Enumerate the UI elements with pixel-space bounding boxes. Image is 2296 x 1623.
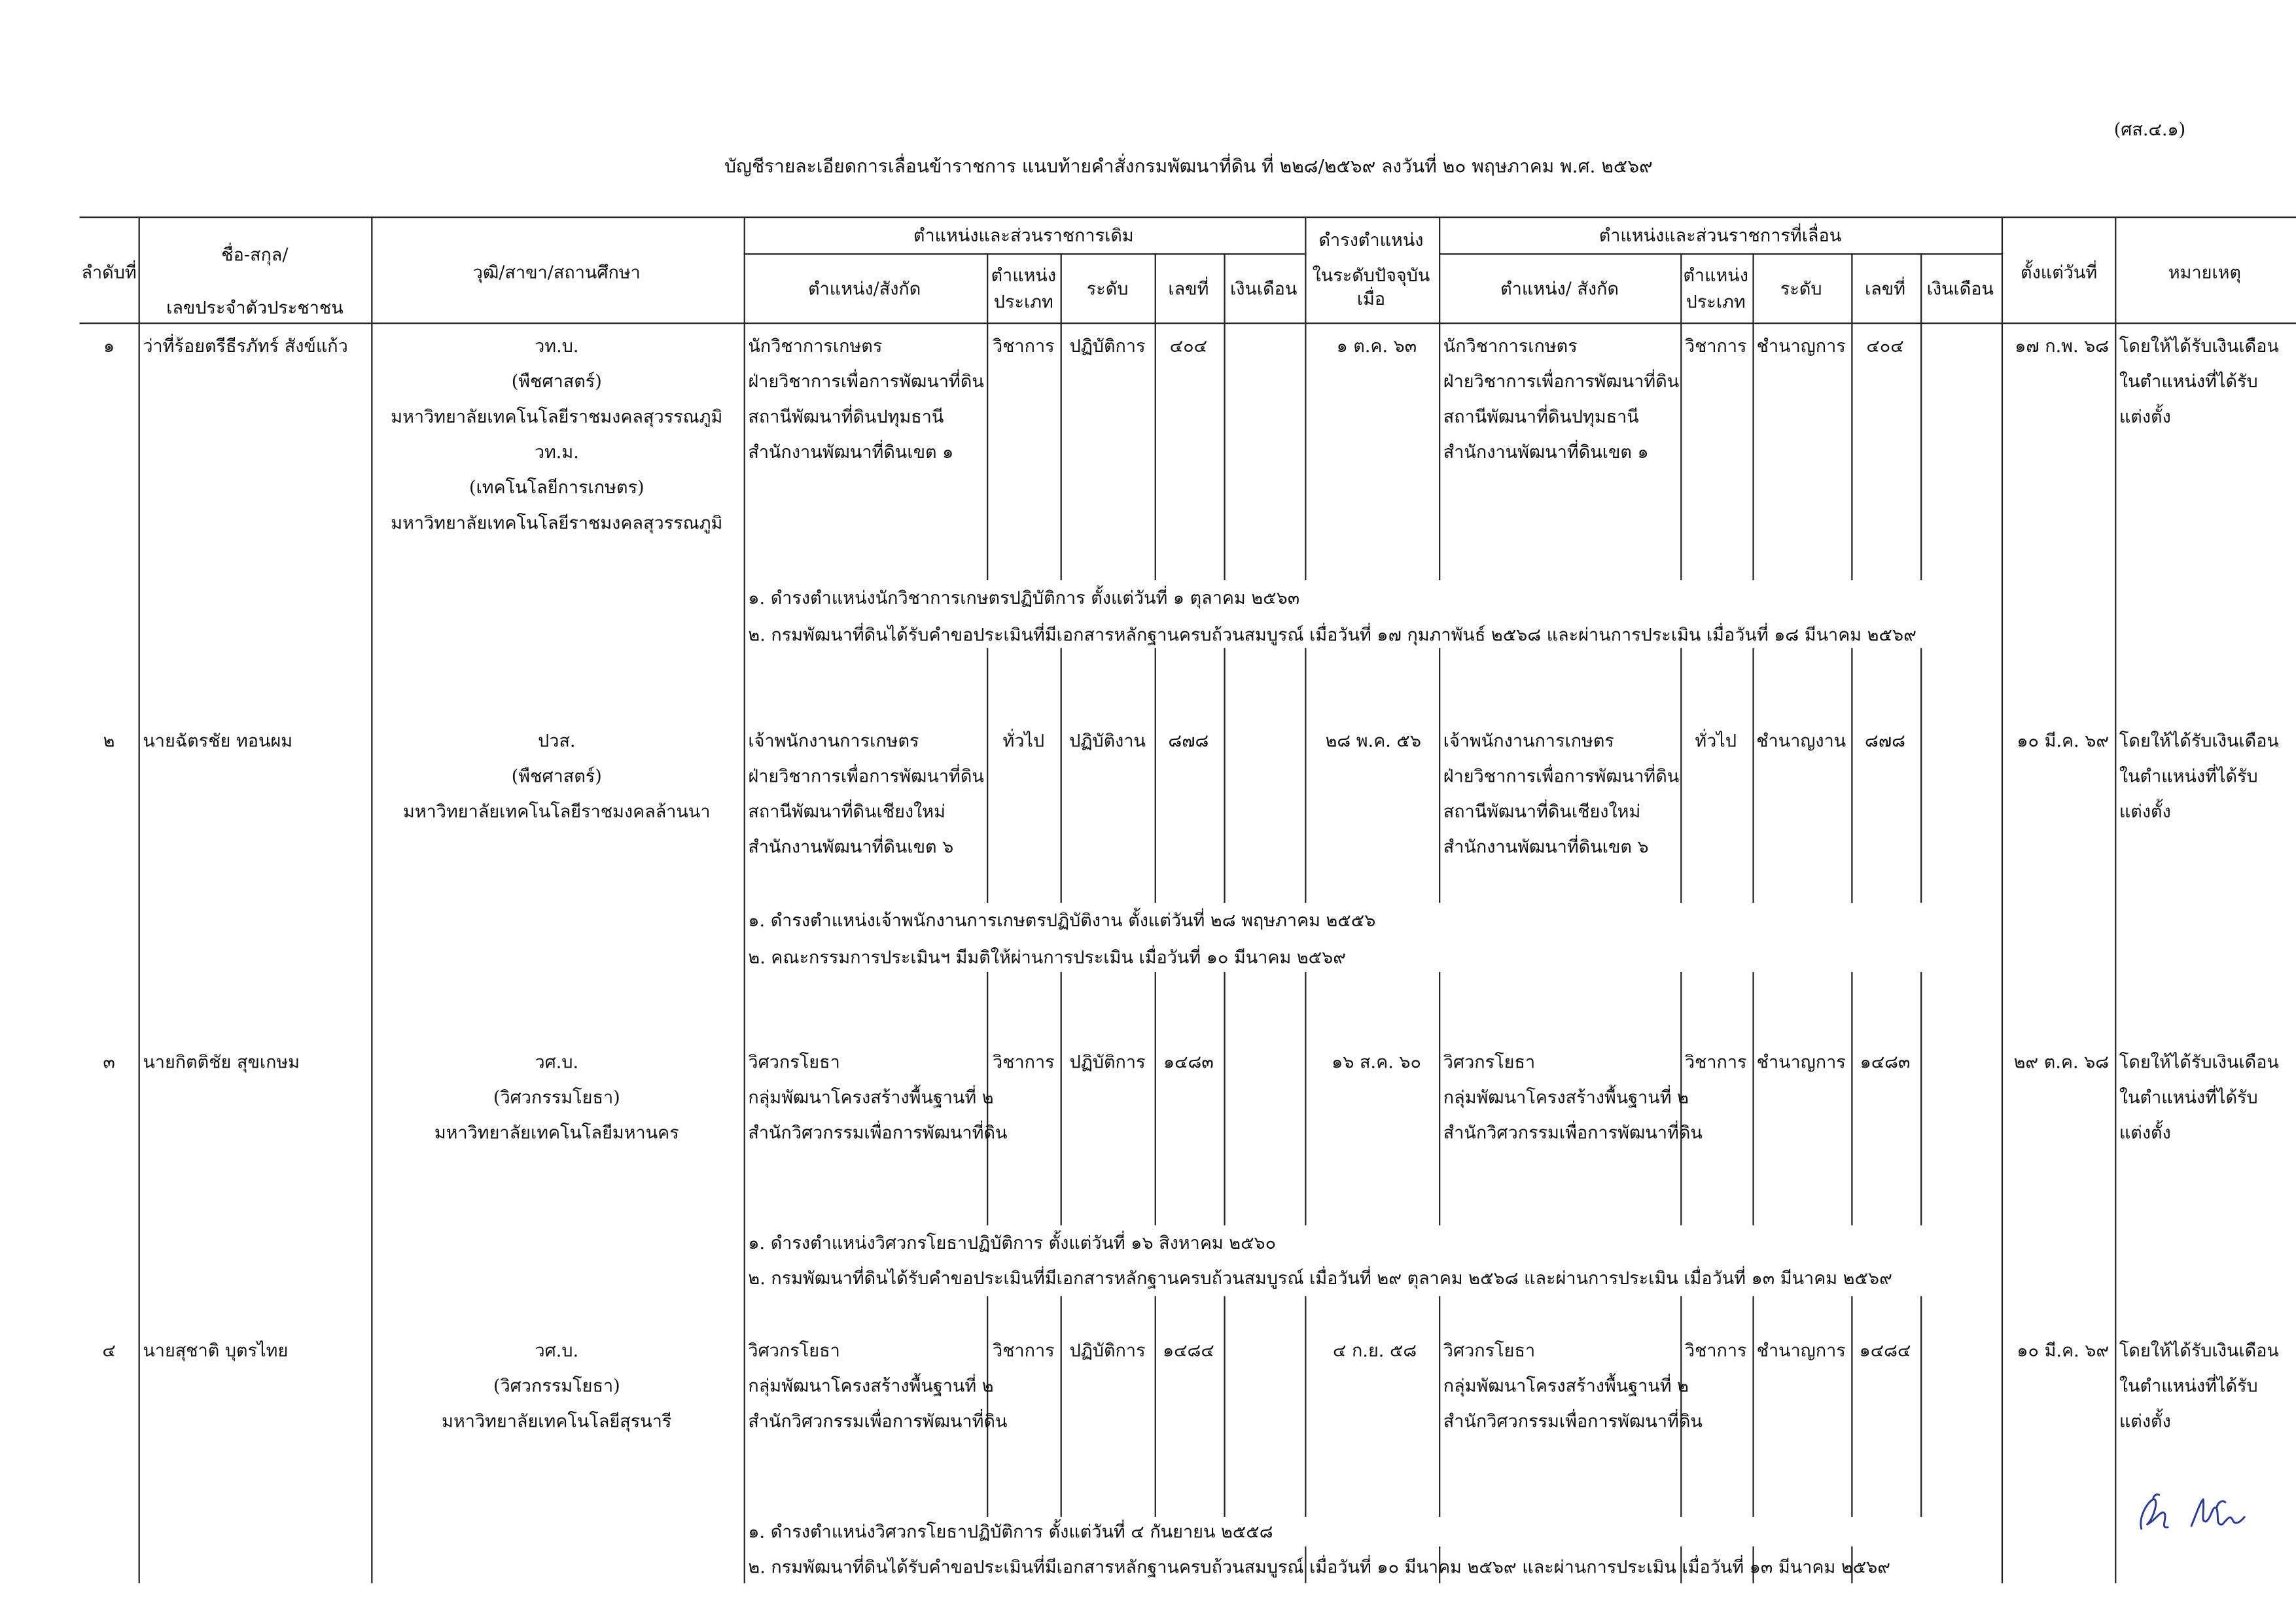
note-line: ๑. ดำรงตำแหน่งนักวิชาการเกษตรปฏิบัติการ ตั้งแต่วันที่ ๑ ตุลาคม ๒๕๖๓ <box>748 587 1300 608</box>
old-position-line: วิศวกรโยธา <box>748 1051 840 1073</box>
effective-date: ๒๙ ต.ค. ๖๘ <box>2013 1051 2110 1073</box>
new-position-line: ฝ่ายวิชาการเพื่อการพัฒนาที่ดิน <box>1443 371 1680 392</box>
new-position-line: สำนักงานพัฒนาที่ดินเขต ๖ <box>1443 836 1649 858</box>
new-position-line: สำนักวิศวกรรมเพื่อการพัฒนาที่ดิน <box>1443 1122 1703 1143</box>
header-held-level: ในระดับปัจจุบัน <box>1312 265 1430 286</box>
old-position-number: ๑๔๘๔ <box>1162 1340 1214 1361</box>
note-line: ๑. ดำรงตำแหน่งวิศวกรโยธาปฏิบัติการ ตั้งแต่วันที่ ๑๖ สิงหาคม ๒๕๖๐ <box>748 1232 1277 1253</box>
new-position-line: สำนักวิศวกรรมเพื่อการพัฒนาที่ดิน <box>1443 1410 1703 1432</box>
old-position-line: ฝ่ายวิชาการเพื่อการพัฒนาที่ดิน <box>748 371 984 392</box>
education-line: มหาวิทยาลัยเทคโนโลยีมหานคร <box>434 1122 679 1143</box>
new-position-line: วิศวกรโยธา <box>1443 1051 1536 1073</box>
header-new-pos: ตำแหน่ง/ สังกัด <box>1500 278 1619 300</box>
note-line: ๒. คณะกรรมการประเมินฯ มีมติให้ผ่านการประเมิน เมื่อวันที่ ๑๐ มีนาคม ๒๕๖๙ <box>748 947 1347 968</box>
remark-line: ในตำแหน่งที่ได้รับ <box>2119 371 2258 392</box>
remark-line: โดยให้ได้รับเงินเดือน <box>2119 1051 2279 1073</box>
header-name: ชื่อ-สกุล/ <box>221 244 289 266</box>
header-new-type: ตำแหน่ง <box>1683 265 1748 286</box>
old-position-line: กลุ่มพัฒนาโครงสร้างพื้นฐานที่ ๒ <box>748 1087 994 1108</box>
old-position-line: สถานีพัฒนาที่ดินเชียงใหม่ <box>748 801 945 822</box>
new-level: ชำนาญงาน <box>1756 730 1846 752</box>
old-position-line: นักวิชาการเกษตร <box>748 336 883 357</box>
new-position-line: ฝ่ายวิชาการเพื่อการพัฒนาที่ดิน <box>1443 765 1680 787</box>
header-new-type-2: ประเภท <box>1686 291 1746 313</box>
remark-line: ในตำแหน่งที่ได้รับ <box>2119 765 2258 787</box>
old-level: ปฏิบัติการ <box>1069 1051 1146 1073</box>
header-held-when: เมื่อ <box>1356 288 1386 309</box>
remark-line: แต่งตั้ง <box>2119 1122 2171 1143</box>
education-line: (พืชศาสตร์) <box>511 371 602 392</box>
old-position-line: วิศวกรโยธา <box>748 1340 840 1361</box>
remark-line: ในตำแหน่งที่ได้รับ <box>2119 1087 2258 1108</box>
header-old-group: ตำแหน่งและส่วนราชการเดิม <box>913 225 1134 246</box>
new-position-number: ๑๔๘๔ <box>1859 1340 1911 1361</box>
header-old-type-2: ประเภท <box>993 291 1053 313</box>
header-no: ลำดับที่ <box>81 262 137 283</box>
new-position-line: นักวิชาการเกษตร <box>1443 336 1578 357</box>
employee-name: นายสุชาติ บุตรไทย <box>143 1340 289 1361</box>
new-position-line: เจ้าพนักงานการเกษตร <box>1443 730 1614 752</box>
header-new-group: ตำแหน่งและส่วนราชการที่เลื่อน <box>1598 225 1842 246</box>
held-since-date: ๒๘ พ.ค. ๕๖ <box>1325 730 1422 752</box>
remark-line: โดยให้ได้รับเงินเดือน <box>2119 730 2279 752</box>
education-line: มหาวิทยาลัยเทคโนโลยีราชมงคลสุวรรณภูมิ <box>391 406 723 427</box>
old-position-line: สำนักวิศวกรรมเพื่อการพัฒนาที่ดิน <box>748 1410 1008 1432</box>
header-old-pos: ตำแหน่ง/สังกัด <box>808 278 921 300</box>
row-number: ๒ <box>103 730 115 752</box>
remark-line: แต่งตั้ง <box>2119 1410 2171 1432</box>
old-level: ปฏิบัติการ <box>1069 1340 1146 1361</box>
new-position-number: ๑๔๘๓ <box>1860 1051 1911 1073</box>
remark-line: แต่งตั้ง <box>2119 801 2171 822</box>
new-type: วิชาการ <box>1684 336 1747 357</box>
new-position-line: สถานีพัฒนาที่ดินเชียงใหม่ <box>1443 801 1641 822</box>
education-line: ปวส. <box>538 730 576 752</box>
old-position-line: สำนักวิศวกรรมเพื่อการพัฒนาที่ดิน <box>748 1122 1008 1143</box>
new-position-line: สถานีพัฒนาที่ดินปทุมธานี <box>1443 406 1639 427</box>
new-position-line: กลุ่มพัฒนาโครงสร้างพื้นฐานที่ ๒ <box>1443 1375 1689 1397</box>
new-position-line: สำนักงานพัฒนาที่ดินเขต ๑ <box>1443 442 1649 462</box>
old-level: ปฏิบัติการ <box>1069 336 1146 357</box>
old-position-line: สำนักงานพัฒนาที่ดินเขต ๖ <box>748 836 954 858</box>
header-remark: หมายเหตุ <box>2168 262 2242 283</box>
employee-name: นายฉัตรชัย ทอนผม <box>143 730 293 752</box>
old-position-line: เจ้าพนักงานการเกษตร <box>748 730 919 752</box>
new-position-number: ๘๗๘ <box>1865 730 1906 752</box>
employee-name: นายกิตติชัย สุขเกษม <box>143 1051 300 1073</box>
education-line: วท.ม. <box>534 442 579 462</box>
old-type: วิชาการ <box>992 336 1055 357</box>
new-type: วิชาการ <box>1684 1340 1747 1361</box>
employee-name: ว่าที่ร้อยตรีธีรภัทร์ สังข์แก้ว <box>143 336 348 357</box>
effective-date: ๑๐ มี.ค. ๖๙ <box>2017 730 2110 752</box>
new-position-line: วิศวกรโยธา <box>1443 1340 1536 1361</box>
old-position-number: ๑๔๘๓ <box>1163 1051 1214 1073</box>
effective-date: ๑๗ ก.พ. ๖๘ <box>2015 336 2110 357</box>
new-position-line: กลุ่มพัฒนาโครงสร้างพื้นฐานที่ ๒ <box>1443 1087 1689 1108</box>
education-line: (วิศวกรรมโยธา) <box>493 1375 620 1397</box>
remark-line: โดยให้ได้รับเงินเดือน <box>2119 336 2279 357</box>
header-old-level: ระดับ <box>1086 278 1129 300</box>
old-position-number: ๘๗๘ <box>1168 730 1209 752</box>
signature-image <box>2132 1484 2253 1541</box>
remark-line: โดยให้ได้รับเงินเดือน <box>2119 1340 2279 1361</box>
header-old-type: ตำแหน่ง <box>991 265 1057 286</box>
row-number: ๓ <box>103 1051 115 1073</box>
note-line: ๑. ดำรงตำแหน่งวิศวกรโยธาปฏิบัติการ ตั้งแต่วันที่ ๔ กันยายน ๒๕๕๘ <box>748 1521 1273 1543</box>
old-level: ปฏิบัติงาน <box>1069 730 1146 752</box>
education-line: วศ.บ. <box>535 1340 579 1361</box>
note-line: ๒. กรมพัฒนาที่ดินได้รับคำขอประเมินที่มีเอกสารหลักฐานครบถ้วนสมบูรณ์ เมื่อวันที่ ๑๗ กุมภาพันธ์ ๒๕๖๘ และผ่านการประเมิน เมื่อวันที่ ๑๘ มีนาคม ๒๕๖๙ <box>748 624 1916 646</box>
education-line: วศ.บ. <box>535 1051 579 1073</box>
old-position-line: สถานีพัฒนาที่ดินปทุมธานี <box>748 406 944 427</box>
header-since: ตั้งแต่วันที่ <box>2021 262 2098 283</box>
header-new-number: เลขที่ <box>1864 278 1906 300</box>
new-type: วิชาการ <box>1684 1051 1747 1073</box>
old-type: วิชาการ <box>992 1340 1055 1361</box>
education-line: (พืชศาสตร์) <box>511 765 602 787</box>
new-level: ชำนาญการ <box>1756 1340 1846 1361</box>
new-level: ชำนาญการ <box>1756 1051 1846 1073</box>
header-new-salary: เงินเดือน <box>1926 278 1994 300</box>
new-position-number: ๔๐๔ <box>1866 336 1904 357</box>
education-line: (วิศวกรรมโยธา) <box>493 1087 620 1108</box>
old-position-line: สำนักงานพัฒนาที่ดินเขต ๑ <box>748 442 954 462</box>
held-since-date: ๑๖ ส.ค. ๖๐ <box>1332 1051 1422 1073</box>
header-old-salary: เงินเดือน <box>1230 278 1298 300</box>
remark-line: แต่งตั้ง <box>2119 406 2171 427</box>
old-type: ทั่วไป <box>1002 730 1045 752</box>
row-number: ๔ <box>102 1340 116 1361</box>
effective-date: ๑๐ มี.ค. ๖๙ <box>2017 1340 2110 1361</box>
note-line: ๒. กรมพัฒนาที่ดินได้รับคำขอประเมินที่มีเอกสารหลักฐานครบถ้วนสมบูรณ์ เมื่อวันที่ ๑๐ มีนาคม ๒๕๖๙ และผ่านการประเมิน เมื่อวันที่ ๑๓ มีนาคม ๒๕๖๙ <box>748 1556 1891 1578</box>
header-held: ดำรงตำแหน่ง <box>1318 230 1424 251</box>
row-number: ๑ <box>103 336 115 357</box>
education-line: มหาวิทยาลัยเทคโนโลยีสุรนารี <box>442 1410 672 1432</box>
old-position-line: ฝ่ายวิชาการเพื่อการพัฒนาที่ดิน <box>748 765 984 787</box>
education-line: มหาวิทยาลัยเทคโนโลยีราชมงคลล้านนา <box>403 801 711 822</box>
remark-line: ในตำแหน่งที่ได้รับ <box>2119 1375 2258 1397</box>
header-edu: วุฒิ/สาขา/สถานศึกษา <box>472 262 641 283</box>
held-since-date: ๑ ต.ค. ๖๓ <box>1336 336 1417 357</box>
header-new-level: ระดับ <box>1780 278 1822 300</box>
new-level: ชำนาญการ <box>1756 336 1846 357</box>
education-line: (เทคโนโลยีการเกษตร) <box>469 477 645 498</box>
note-line: ๑. ดำรงตำแหน่งเจ้าพนักงานการเกษตรปฏิบัติงาน ตั้งแต่วันที่ ๒๘ พฤษภาคม ๒๕๕๖ <box>748 910 1376 931</box>
held-since-date: ๔ ก.ย. ๕๘ <box>1333 1340 1417 1361</box>
old-position-line: กลุ่มพัฒนาโครงสร้างพื้นฐานที่ ๒ <box>748 1375 994 1397</box>
form-code: (ศส.๔.๑) <box>2113 119 2186 140</box>
header-old-number: เลขที่ <box>1168 278 1209 300</box>
note-line: ๒. กรมพัฒนาที่ดินได้รับคำขอประเมินที่มีเอกสารหลักฐานครบถ้วนสมบูรณ์ เมื่อวันที่ ๒๙ ตุลาคม ๒๕๖๘ และผ่านการประเมิน เมื่อวันที่ ๑๓ มีนาคม ๒๕๖๙ <box>748 1268 1892 1289</box>
old-type: วิชาการ <box>992 1051 1055 1073</box>
document-title: บัญชีรายละเอียดการเลื่อนข้าราชการ แนบท้ายคำสั่งกรมพัฒนาที่ดิน ที่ ๒๒๘/๒๕๖๙ ลงวันที่ ๒๐ พฤษภาคม พ.ศ. ๒๕๖๙ <box>724 154 1653 177</box>
new-type: ทั่วไป <box>1695 730 1737 752</box>
education-line: มหาวิทยาลัยเทคโนโลยีราชมงคลสุวรรณภูมิ <box>391 512 723 534</box>
header-id: เลขประจำตัวประชาชน <box>166 297 344 319</box>
old-position-number: ๔๐๔ <box>1169 336 1208 357</box>
education-line: วท.บ. <box>535 336 579 357</box>
